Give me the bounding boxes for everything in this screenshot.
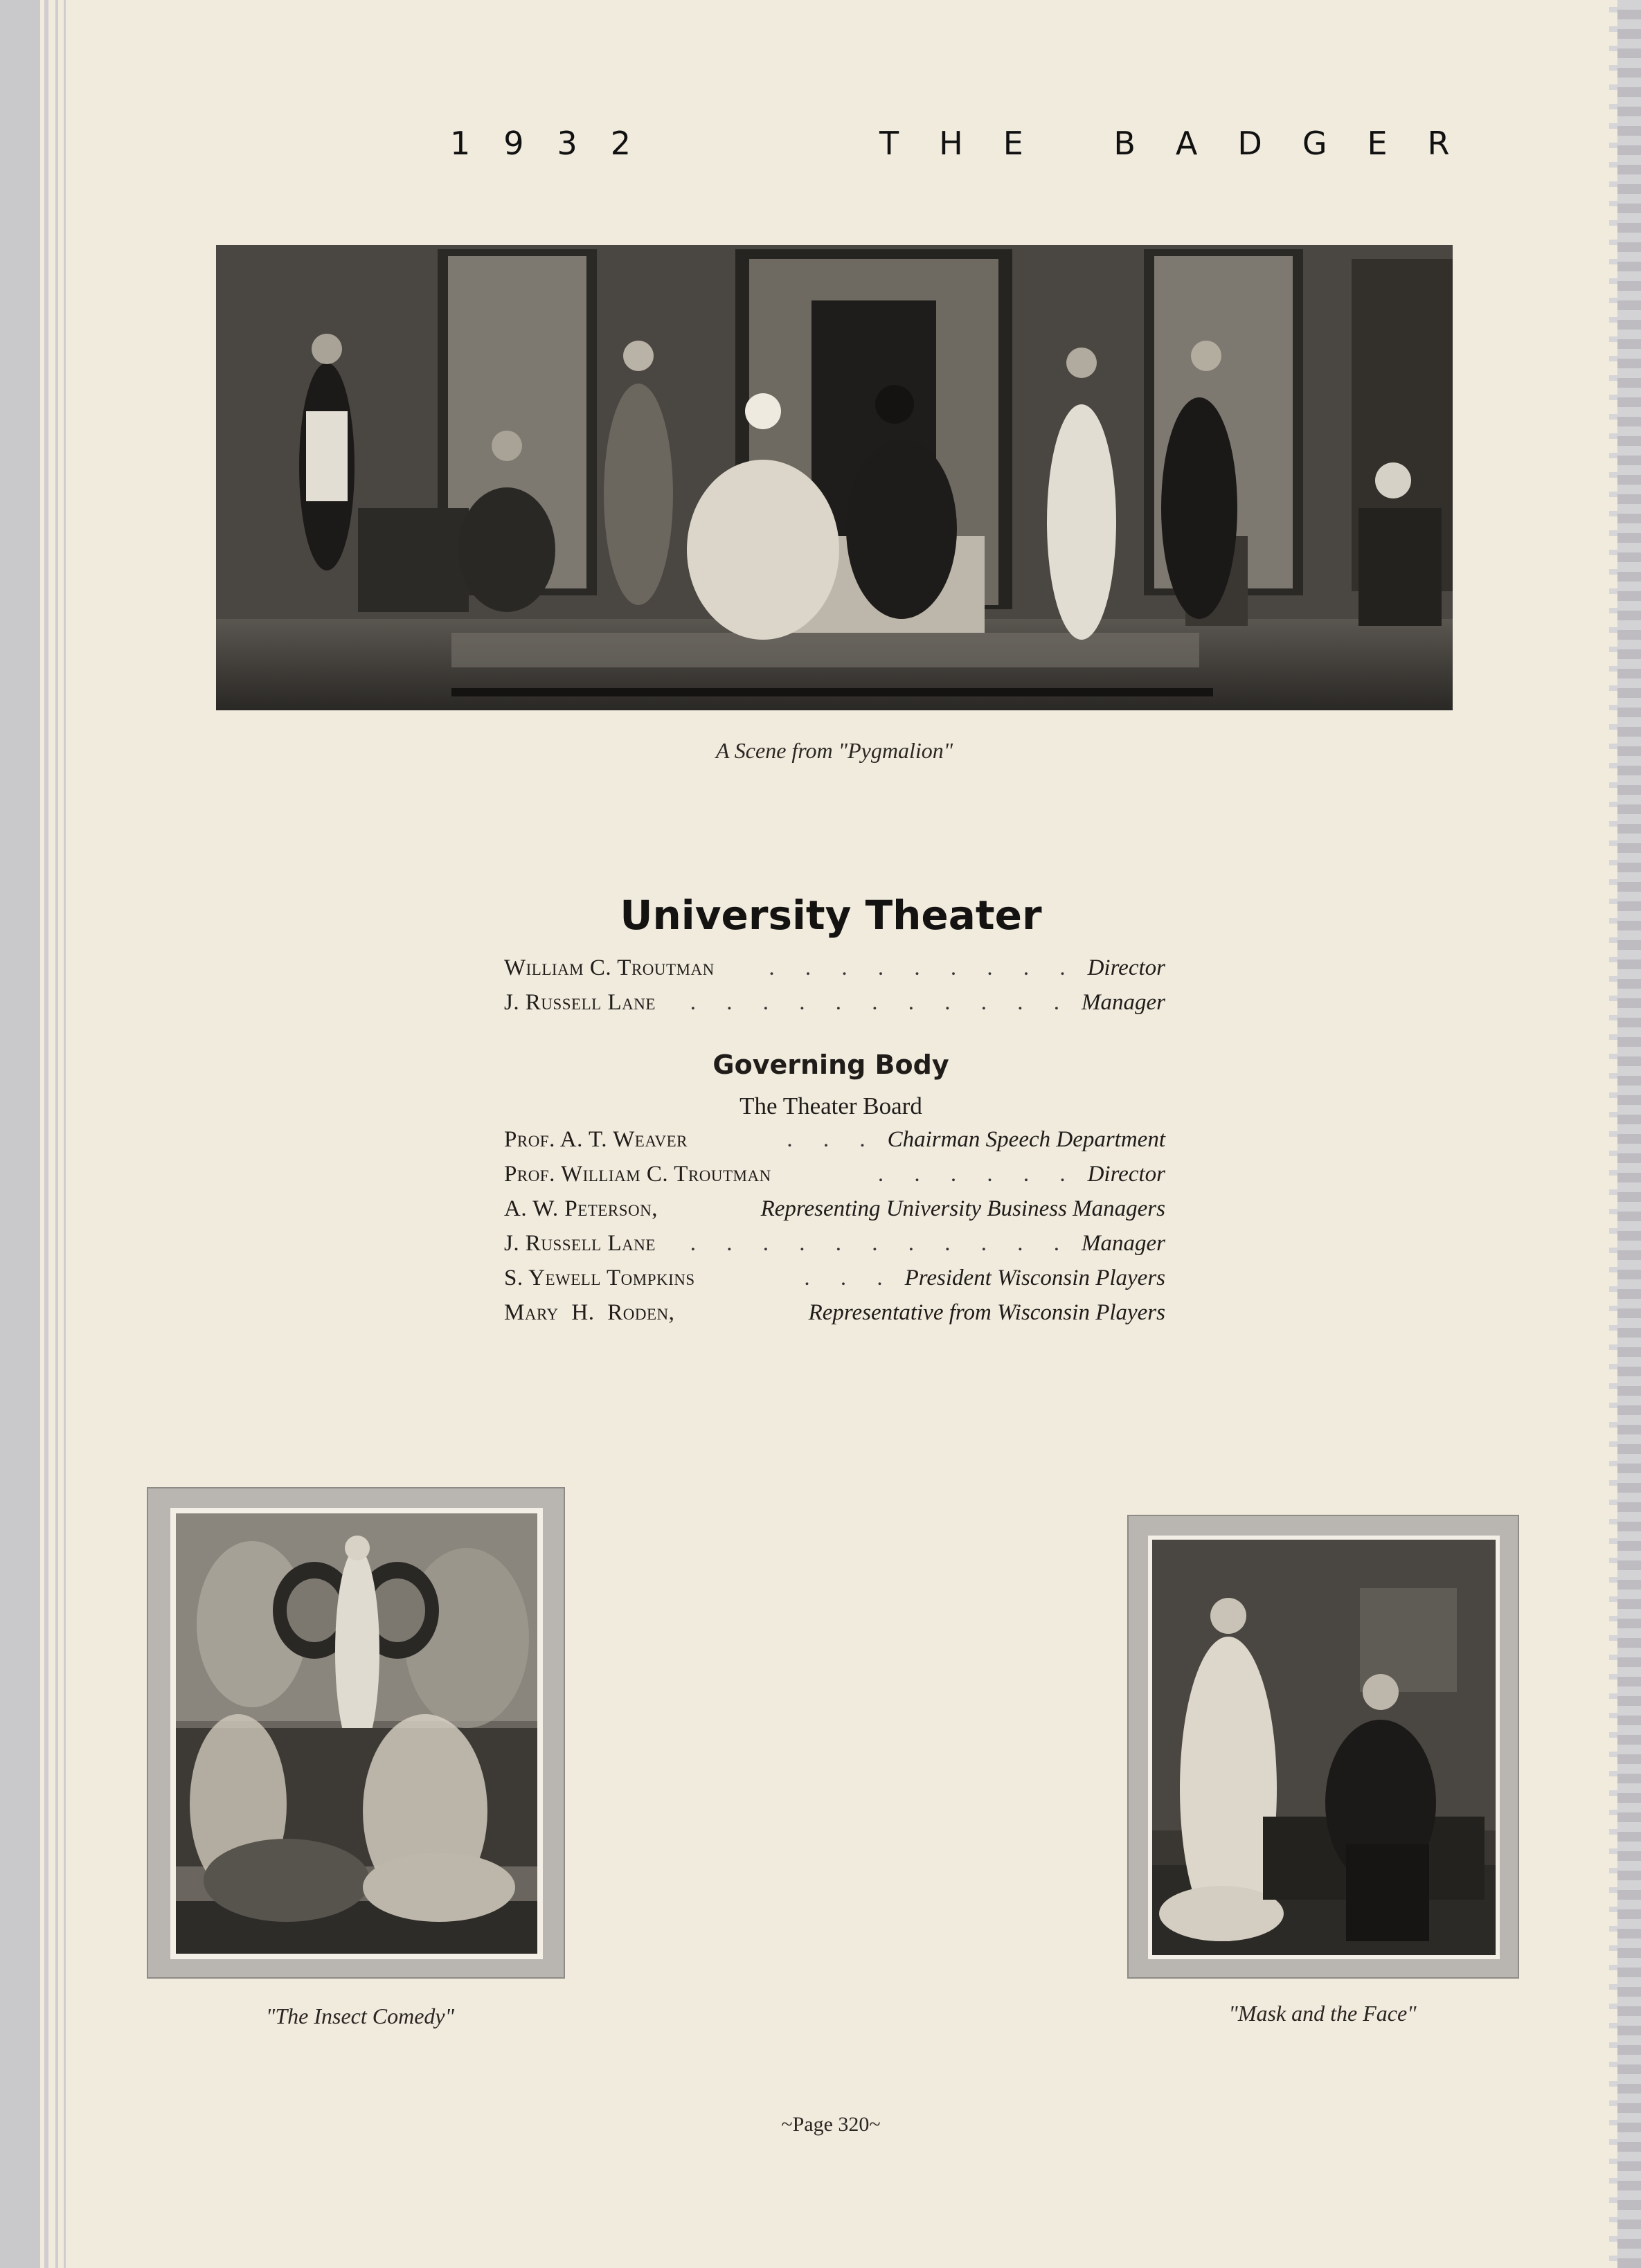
board-row — [504, 1196, 1165, 1231]
page-edge — [1617, 0, 1641, 2268]
mask-face-frame — [1127, 1515, 1519, 1979]
board-list — [504, 1127, 1165, 1335]
binding-rule — [44, 0, 48, 2268]
staff-row — [504, 955, 1165, 990]
staff-row — [504, 990, 1165, 1025]
governing-body-title: Governing Body — [712, 1050, 949, 1080]
leader-dots: . . . . . . . . . — [769, 955, 1078, 980]
binding-strip — [0, 0, 40, 2268]
board-name: Prof. William C. Troutman — [504, 1162, 771, 1187]
header-title: THE BADGER — [879, 125, 1490, 162]
board-name: Prof. A. T. Weaver — [504, 1127, 688, 1152]
staff-name: William C. Troutman — [504, 955, 715, 980]
board-role: Chairman Speech Department — [887, 1127, 1165, 1152]
leader-dots: . . . . . . — [877, 1162, 1078, 1187]
leader-dots: . . . . . . . . . . . — [690, 1231, 1073, 1256]
staff-role: Director — [1087, 955, 1165, 980]
board-row — [504, 1266, 1165, 1300]
board-role: Representing University Business Managers — [760, 1196, 1165, 1221]
section-title: University Theater — [620, 892, 1042, 939]
binding-rule — [55, 0, 58, 2268]
mask-face-photo — [1152, 1540, 1496, 1955]
leader-dots: . . . — [804, 1266, 895, 1290]
board-row — [504, 1300, 1165, 1335]
staff-name: J. Russell Lane — [504, 990, 656, 1015]
staff-list — [504, 955, 1165, 1025]
board-row — [504, 1127, 1165, 1162]
pygmalion-caption: A Scene from "Pygmalion" — [715, 738, 953, 763]
mask-face-caption: "Mask and the Face" — [1228, 2001, 1417, 2026]
staff-role: Manager — [1082, 990, 1165, 1015]
board-name: Mary H. Roden, — [504, 1300, 675, 1325]
board-row — [504, 1231, 1165, 1266]
leader-dots: . . . — [787, 1127, 878, 1152]
board-name: J. Russell Lane — [504, 1231, 656, 1256]
board-name: A. W. Peterson, — [504, 1196, 658, 1221]
binding-rule — [64, 0, 66, 2268]
insect-comedy-photo — [176, 1513, 537, 1954]
board-role: Director — [1087, 1162, 1165, 1187]
board-role: Representative from Wisconsin Players — [808, 1300, 1165, 1325]
pygmalion-photo — [216, 245, 1453, 710]
insect-comedy-frame — [147, 1487, 565, 1979]
board-row — [504, 1162, 1165, 1196]
leader-dots: . . . . . . . . . . . — [690, 990, 1073, 1015]
board-name: S. Yewell Tompkins — [504, 1266, 695, 1290]
insect-comedy-caption: "The Insect Comedy" — [265, 2004, 455, 2028]
board-role: Manager — [1082, 1231, 1165, 1256]
header-year: 1932 — [450, 125, 665, 162]
board-title: The Theater Board — [739, 1092, 922, 1119]
board-role: President Wisconsin Players — [904, 1266, 1165, 1290]
page-number: ~Page 320~ — [781, 2113, 881, 2136]
running-head — [450, 125, 1544, 166]
